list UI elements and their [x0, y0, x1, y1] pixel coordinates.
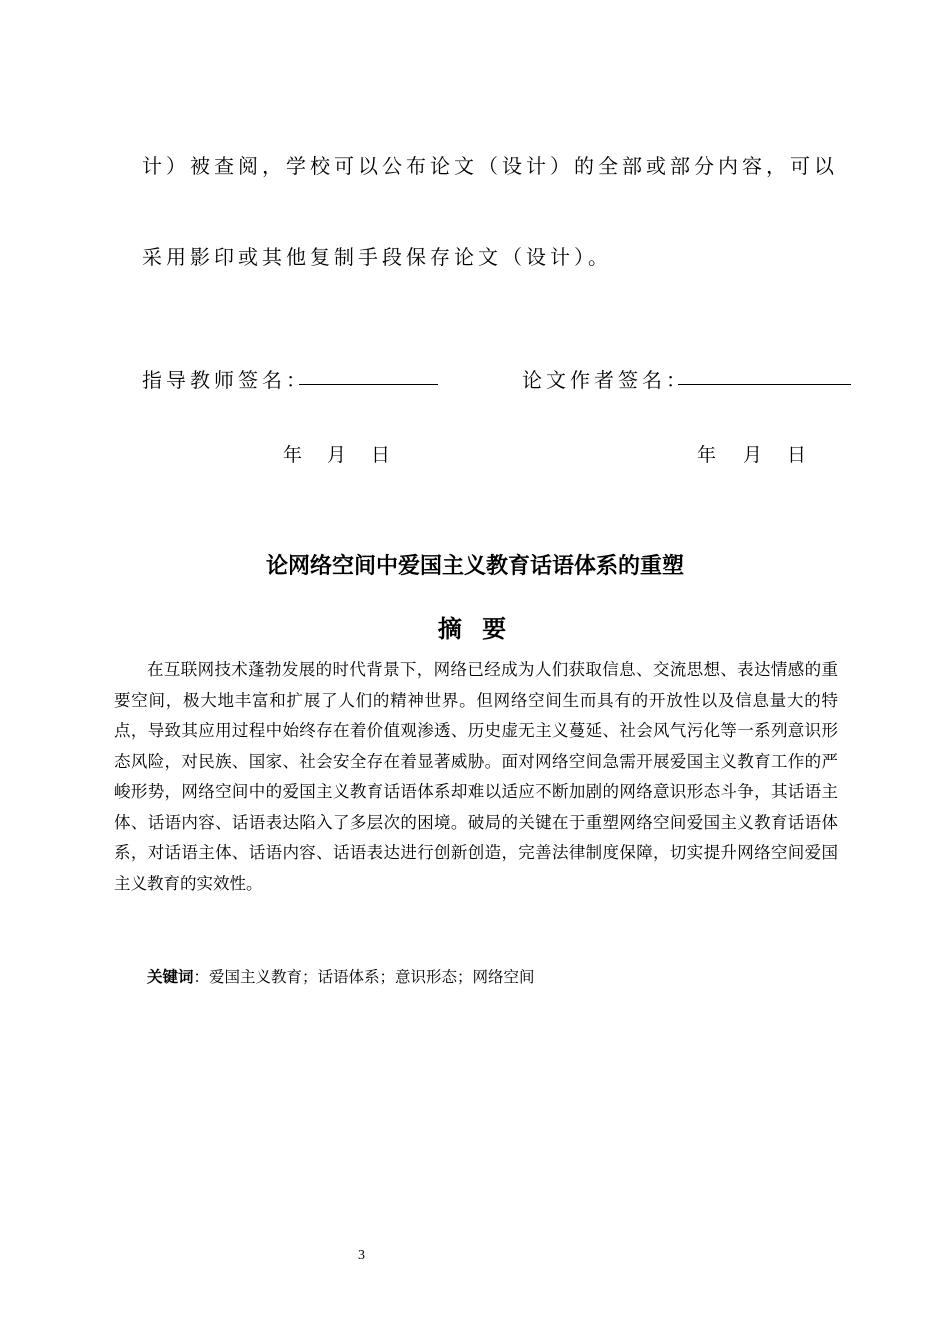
author-signature-line — [678, 384, 851, 385]
author-date-day: 日 — [787, 444, 807, 466]
keywords-text: 爱国主义教育；话语体系；意识形态；网络空间 — [209, 968, 535, 986]
advisor-date-day: 日 — [371, 444, 391, 466]
abstract-body: 在互联网技术蓬勃发展的时代背景下，网络已经成为人们获取信息、交流思想、表达情感的重要空间，极大地丰富和扩展了人们的精神世界。但网络空间生而具有的开放性以及信息量大的特点，导致其应用过程中始终存在着价值观渗透、历史虚无主义蔓延、社会风气污化等一系列意识形态风险，对民族、国家、社会安全存在着显著威胁。面对网络空间急需开展爱国主义教育工作的严峻形势，网络空间中的爱国主义教育话语体系却难以适应不断加剧的网络意识形态斗争，其话语主体、话语内容、话语表达陷入了多层次的困境。破局的关键在于重塑网络空间爱国主义教育话语体系，对话语主体、话语内容、话语表达进行创新创造，完善法律制度保障，切实提升网络空间爱国主义教育的实效性。 — [114, 660, 838, 893]
declaration-line-2: 采用影印或其他复制手段保存论文（设计）。 — [142, 245, 612, 269]
advisor-date-year: 年 — [283, 444, 303, 466]
advisor-signature-label: 指导教师签名： — [142, 368, 310, 392]
author-date-month: 月 — [743, 444, 763, 466]
advisor-date-month: 月 — [327, 444, 347, 466]
keywords-label: 关键词 — [147, 968, 194, 986]
keywords-separator: ： — [193, 968, 210, 986]
keywords-line — [147, 965, 535, 987]
advisor-signature-line — [299, 384, 438, 385]
abstract-heading: 摘 要 — [437, 615, 513, 643]
author-signature-label: 论文作者签名： — [522, 368, 690, 392]
author-date-year: 年 — [697, 444, 717, 466]
page-number: 3 — [358, 1248, 365, 1263]
declaration-line-1: 计）被查阅，学校可以公布论文（设计）的全部或部分内容，可以 — [142, 154, 838, 178]
thesis-title: 论网络空间中爱国主义教育话语体系的重塑 — [265, 554, 684, 579]
